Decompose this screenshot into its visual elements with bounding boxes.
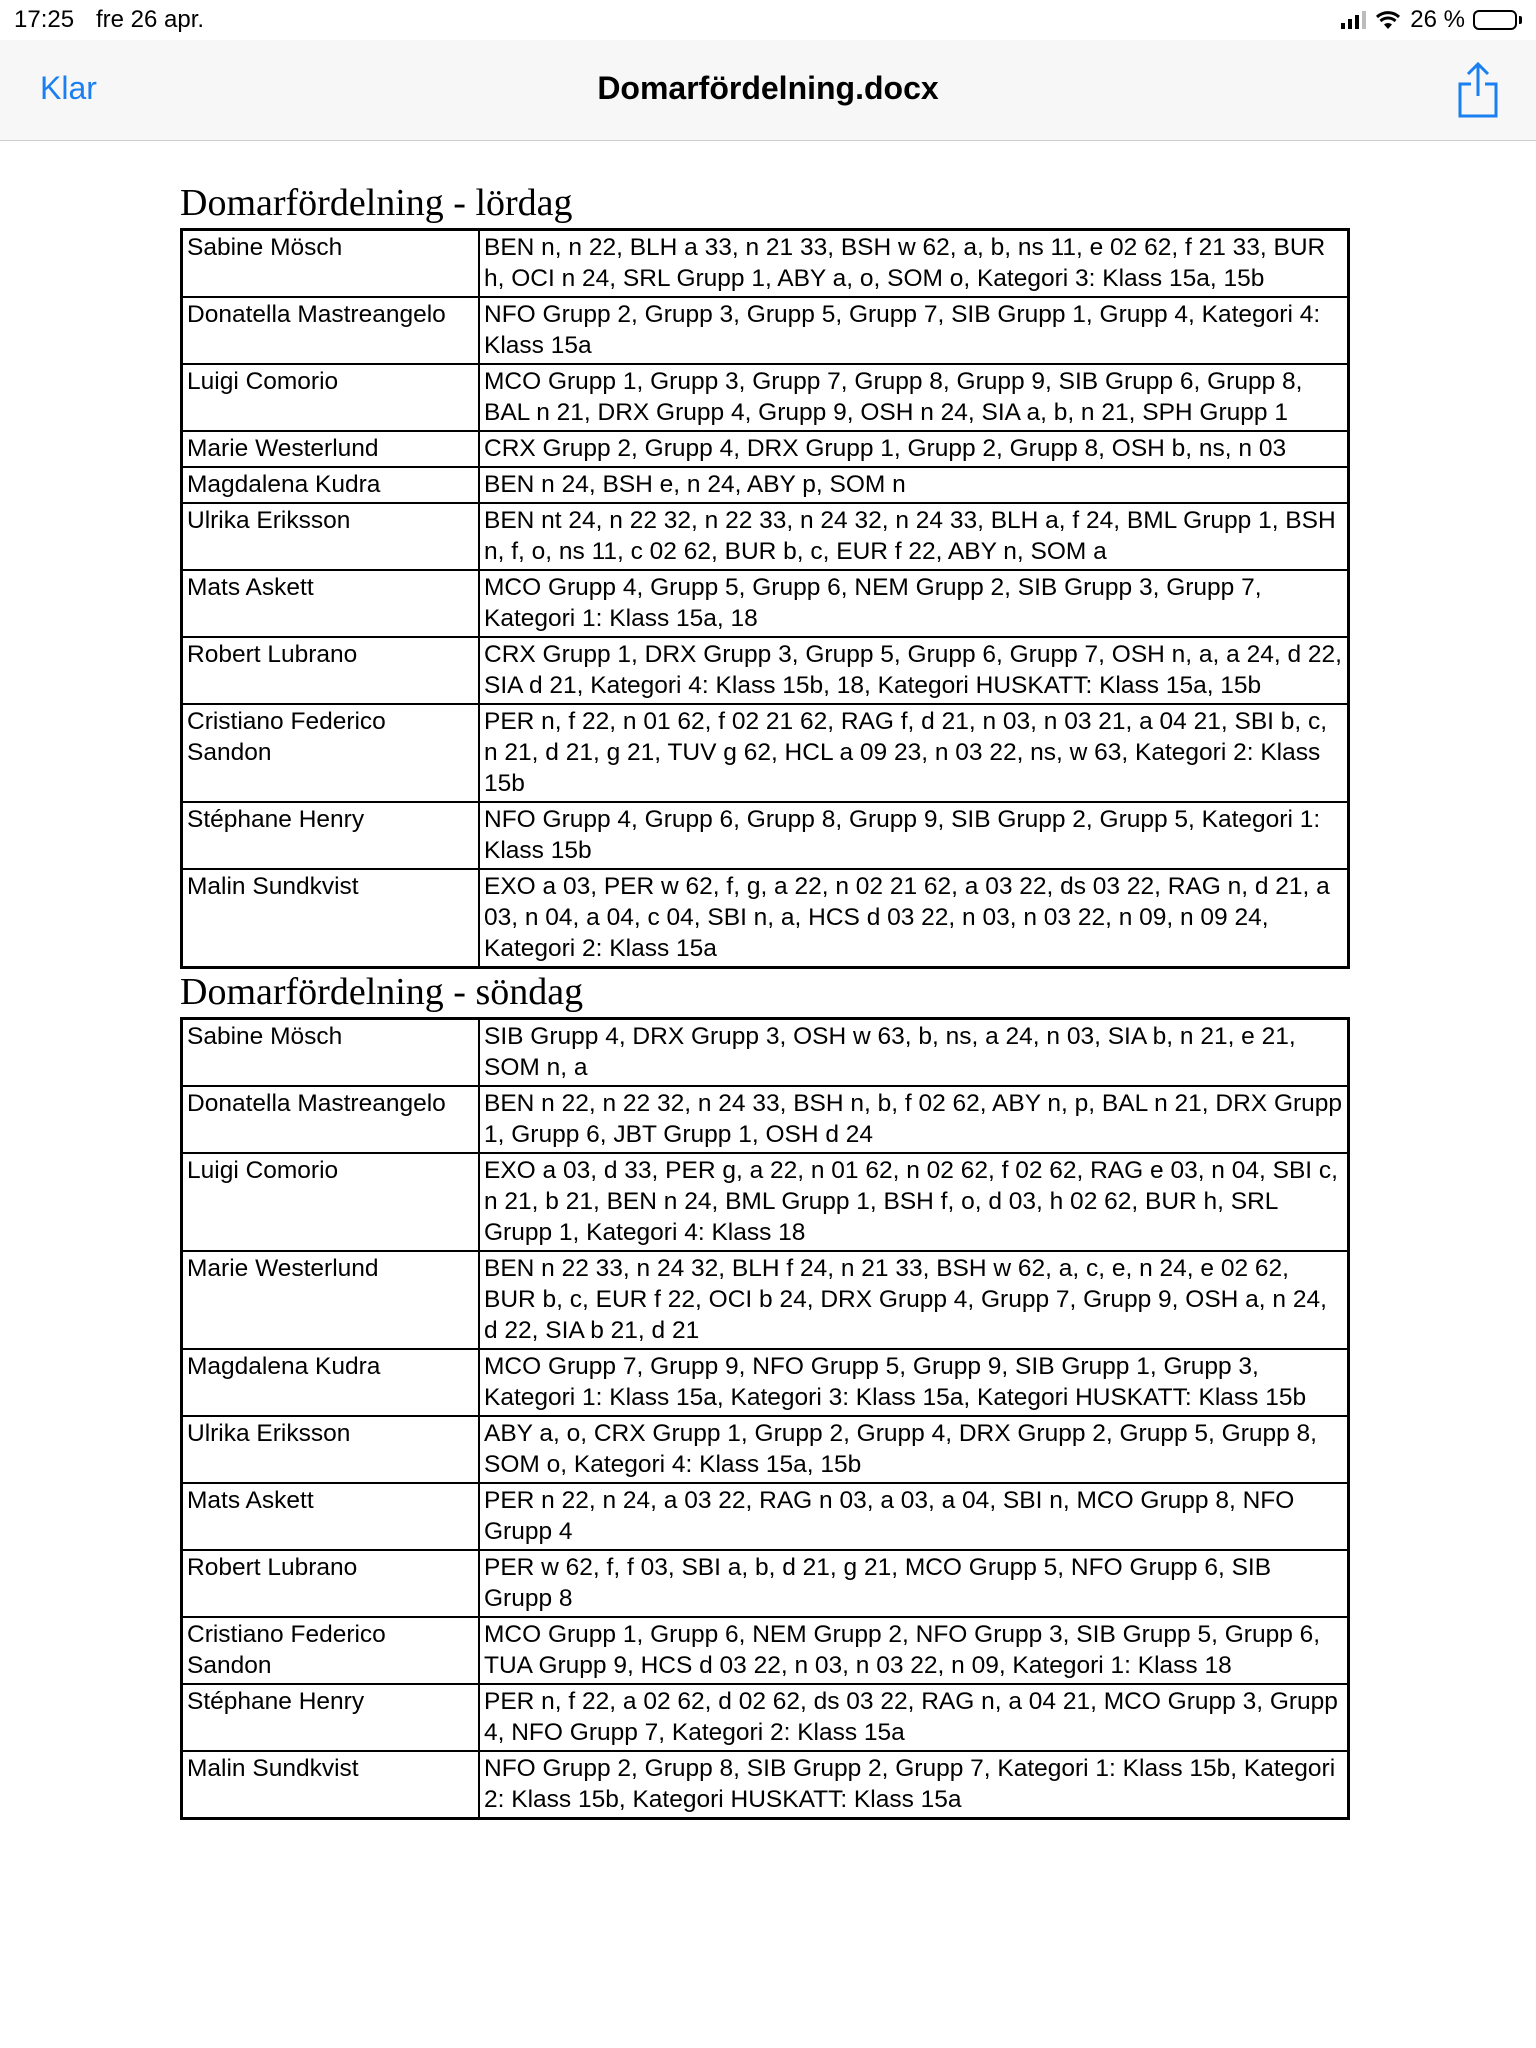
judge-name-cell: Marie Westerlund <box>182 1251 480 1349</box>
navigation-bar <box>0 40 1536 141</box>
judge-name-cell: Robert Lubrano <box>182 637 480 704</box>
assignments-cell: ABY a, o, CRX Grupp 1, Grupp 2, Grupp 4, DRX Grupp 2, Grupp 5, Grupp 8, SOM o, Kategori 4: Klass 15a, 15b <box>479 1416 1349 1483</box>
table-row <box>182 802 1349 869</box>
judge-name-cell: Cristiano Federico Sandon <box>182 704 480 802</box>
assignments-cell: PER w 62, f, f 03, SBI a, b, d 21, g 21, MCO Grupp 5, NFO Grupp 6, SIB Grupp 8 <box>479 1550 1349 1617</box>
judge-name-cell: Marie Westerlund <box>182 431 480 467</box>
assignments-cell: EXO a 03, PER w 62, f, g, a 22, n 02 21 62, a 03 22, ds 03 22, RAG n, d 21, a 03, n 04, a 04, c 04, SBI n, a, HCS d 03 22, n 03, n 03 22, n 09, n 09 24, Kategori 2: Klass 15a <box>479 869 1349 968</box>
table-row <box>182 1751 1349 1819</box>
assignments-cell: BEN nt 24, n 22 32, n 22 33, n 24 32, n 24 33, BLH a, f 24, BML Grupp 1, BSH n, f, o, ns 11, c 02 62, BUR b, c, EUR f 22, ABY n, SOM a <box>479 503 1349 570</box>
battery-icon <box>1473 10 1522 30</box>
table-row <box>182 1086 1349 1153</box>
table-row <box>182 1684 1349 1751</box>
saturday-table <box>180 228 1350 969</box>
done-button[interactable]: Klar <box>40 70 97 106</box>
battery-percent: 26 % <box>1410 6 1465 33</box>
table-row <box>182 1153 1349 1251</box>
table-row <box>182 1251 1349 1349</box>
table-row <box>182 869 1349 968</box>
judge-name-cell: Sabine Mösch <box>182 1019 480 1087</box>
judge-name-cell: Ulrika Eriksson <box>182 503 480 570</box>
status-bar <box>0 0 1536 40</box>
judge-name-cell: Mats Askett <box>182 570 480 637</box>
document-title: Domarfördelning.docx <box>597 70 939 106</box>
judge-name-cell: Robert Lubrano <box>182 1550 480 1617</box>
assignments-cell: BEN n 24, BSH e, n 24, ABY p, SOM n <box>479 467 1349 503</box>
table-row <box>182 1617 1349 1684</box>
assignments-cell: SIB Grupp 4, DRX Grupp 3, OSH w 63, b, ns, a 24, n 03, SIA b, n 21, e 21, SOM n, a <box>479 1019 1349 1087</box>
assignments-cell: PER n 22, n 24, a 03 22, RAG n 03, a 03, a 04, SBI n, MCO Grupp 8, NFO Grupp 4 <box>479 1483 1349 1550</box>
judge-name-cell: Magdalena Kudra <box>182 467 480 503</box>
assignments-cell: MCO Grupp 1, Grupp 3, Grupp 7, Grupp 8, Grupp 9, SIB Grupp 6, Grupp 8, BAL n 21, DRX Grupp 4, Grupp 9, OSH n 24, SIA a, b, n 21, SPH Grupp 1 <box>479 364 1349 431</box>
assignments-cell: MCO Grupp 4, Grupp 5, Grupp 6, NEM Grupp 2, SIB Grupp 3, Grupp 7, Kategori 1: Klass 15a, 18 <box>479 570 1349 637</box>
assignments-cell: NFO Grupp 4, Grupp 6, Grupp 8, Grupp 9, SIB Grupp 2, Grupp 5, Kategori 1: Klass 15b <box>479 802 1349 869</box>
table-row <box>182 467 1349 503</box>
status-time: 17:25 <box>14 6 75 33</box>
table-row <box>182 364 1349 431</box>
table-row <box>182 230 1349 298</box>
judge-name-cell: Stéphane Henry <box>182 802 480 869</box>
judge-name-cell: Ulrika Eriksson <box>182 1416 480 1483</box>
assignments-cell: BEN n 22 33, n 24 32, BLH f 24, n 21 33, BSH w 62, a, c, e, n 24, e 02 62, BUR b, c, EUR f 22, OCI b 24, DRX Grupp 4, Grupp 7, Grupp 9, OSH a, n 24, d 22, SIA b 21, d 21 <box>479 1251 1349 1349</box>
assignments-cell: MCO Grupp 1, Grupp 6, NEM Grupp 2, NFO Grupp 3, SIB Grupp 5, Grupp 6, TUA Grupp 9, HCS d 03 22, n 03, n 03 22, n 09, Kategori 1: Klass 18 <box>479 1617 1349 1684</box>
assignments-cell: PER n, f 22, a 02 62, d 02 62, ds 03 22, RAG n, a 04 21, MCO Grupp 3, Grupp 4, NFO Grupp 7, Kategori 2: Klass 15a <box>479 1684 1349 1751</box>
table-row <box>182 431 1349 467</box>
judge-name-cell: Donatella Mastreangelo <box>182 1086 480 1153</box>
assignments-cell: NFO Grupp 2, Grupp 3, Grupp 5, Grupp 7, SIB Grupp 1, Grupp 4, Kategori 4: Klass 15a <box>479 297 1349 364</box>
judge-name-cell: Cristiano Federico Sandon <box>182 1617 480 1684</box>
assignments-cell: BEN n 22, n 22 32, n 24 33, BSH n, b, f 02 62, ABY n, p, BAL n 21, DRX Grupp 1, Grupp 6, JBT Grupp 1, OSH d 24 <box>479 1086 1349 1153</box>
assignments-cell: PER n, f 22, n 01 62, f 02 21 62, RAG f, d 21, n 03, n 03 21, a 04 21, SBI b, c, n 21, d 21, g 21, TUV g 62, HCL a 09 23, n 03 22, ns, w 63, Kategori 2: Klass 15b <box>479 704 1349 802</box>
share-icon[interactable] <box>1454 60 1502 120</box>
judge-name-cell: Malin Sundkvist <box>182 1751 480 1819</box>
judge-name-cell: Luigi Comorio <box>182 1153 480 1251</box>
status-indicators <box>1341 6 1522 34</box>
table-row <box>182 704 1349 802</box>
table-row <box>182 1483 1349 1550</box>
table-row <box>182 503 1349 570</box>
assignments-cell: NFO Grupp 2, Grupp 8, SIB Grupp 2, Grupp 7, Kategori 1: Klass 15b, Kategori 2: Klass 15b, Kategori HUSKATT: Klass 15a <box>479 1751 1349 1819</box>
judge-name-cell: Stéphane Henry <box>182 1684 480 1751</box>
table-row <box>182 1550 1349 1617</box>
judge-name-cell: Sabine Mösch <box>182 230 480 298</box>
assignments-cell: CRX Grupp 2, Grupp 4, DRX Grupp 1, Grupp 2, Grupp 8, OSH b, ns, n 03 <box>479 431 1349 467</box>
saturday-heading: Domarfördelning - lördag <box>180 182 573 224</box>
table-row <box>182 637 1349 704</box>
judge-name-cell: Magdalena Kudra <box>182 1349 480 1416</box>
document-body <box>180 180 1350 1820</box>
table-row <box>182 1349 1349 1416</box>
table-row <box>182 297 1349 364</box>
cellular-signal-icon <box>1341 11 1366 29</box>
assignments-cell: CRX Grupp 1, DRX Grupp 3, Grupp 5, Grupp 6, Grupp 7, OSH n, a, a 24, d 22, SIA d 21, Kategori 4: Klass 15b, 18, Kategori HUSKATT: Klass 15a, 15b <box>479 637 1349 704</box>
table-row <box>182 570 1349 637</box>
status-date: fre 26 apr. <box>96 6 205 33</box>
judge-name-cell: Mats Askett <box>182 1483 480 1550</box>
wifi-icon <box>1374 9 1402 31</box>
table-row <box>182 1416 1349 1483</box>
sunday-table <box>180 1017 1350 1820</box>
assignments-cell: BEN n, n 22, BLH a 33, n 21 33, BSH w 62, a, b, ns 11, e 02 62, f 21 33, BUR h, OCI n 24, SRL Grupp 1, ABY a, o, SOM o, Kategori 3: Klass 15a, 15b <box>479 230 1349 298</box>
table-row <box>182 1019 1349 1087</box>
judge-name-cell: Luigi Comorio <box>182 364 480 431</box>
judge-name-cell: Donatella Mastreangelo <box>182 297 480 364</box>
assignments-cell: EXO a 03, d 33, PER g, a 22, n 01 62, n 02 62, f 02 62, RAG e 03, n 04, SBI c, n 21, b 21, BEN n 24, BML Grupp 1, BSH f, o, d 03, h 02 62, BUR h, SRL Grupp 1, Kategori 4: Klass 18 <box>479 1153 1349 1251</box>
sunday-heading: Domarfördelning - söndag <box>180 971 584 1013</box>
judge-name-cell: Malin Sundkvist <box>182 869 480 968</box>
assignments-cell: MCO Grupp 7, Grupp 9, NFO Grupp 5, Grupp 9, SIB Grupp 1, Grupp 3, Kategori 1: Klass 15a, Kategori 3: Klass 15a, Kategori HUSKATT: Klass 15b <box>479 1349 1349 1416</box>
